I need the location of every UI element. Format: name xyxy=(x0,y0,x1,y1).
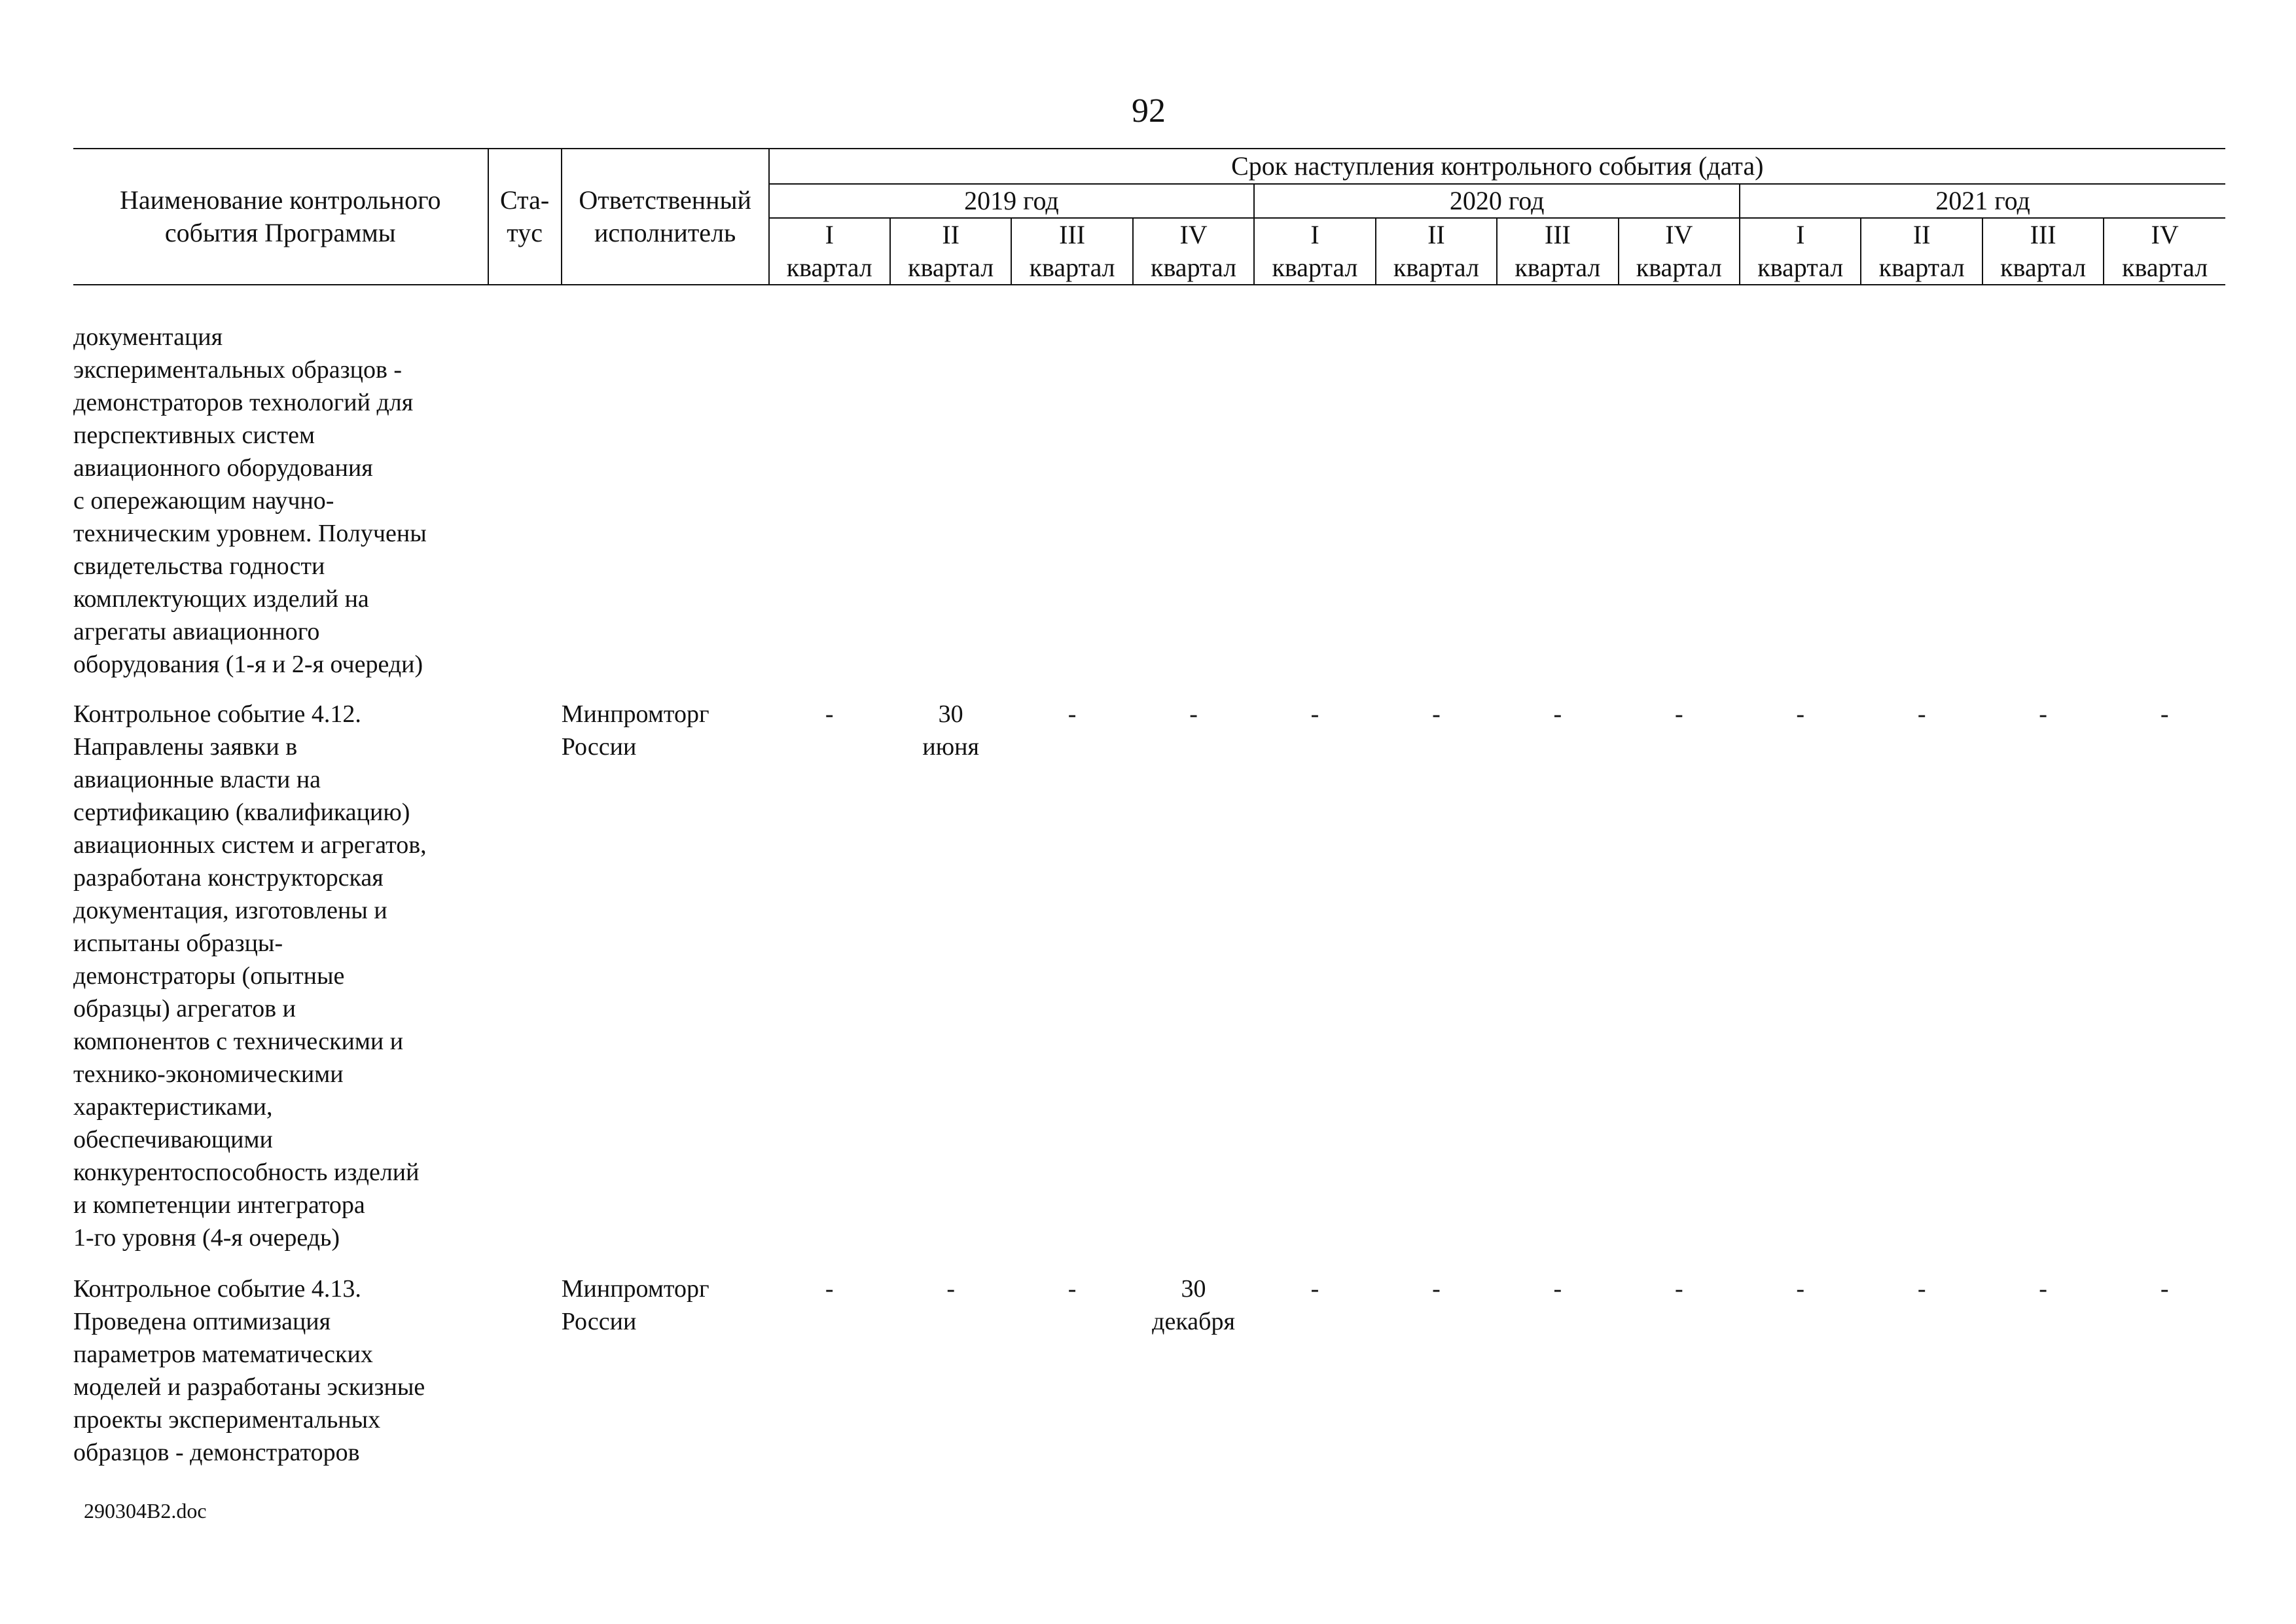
header-quarter-12: IV квартал xyxy=(2104,218,2225,285)
header-quarter-5: I квартал xyxy=(1254,218,1375,285)
quarter-cell-7: - xyxy=(1553,1275,1562,1303)
quarter-cell-11: - xyxy=(2039,1275,2047,1303)
event-executor: Минпромторг России xyxy=(561,700,709,761)
header-quarter-9: I квартал xyxy=(1740,218,1861,285)
header-deadline-title: Срок наступления контрольного события (дата) xyxy=(769,149,2225,184)
quarter-cell-5 xyxy=(1254,321,1375,694)
header-quarter-11: III квартал xyxy=(1982,218,2104,285)
table-row xyxy=(73,321,2225,694)
header-quarter-1: I квартал xyxy=(769,218,890,285)
event-name: Контрольное событие 4.13. Проведена оптимизация параметров математических моделей и разработаны эскизные проекты экспериментальных образцов - демонстраторов xyxy=(73,1275,425,1466)
page-number: 92 xyxy=(1132,92,1166,130)
header-quarter-2: II квартал xyxy=(890,218,1011,285)
quarter-cell-8: - xyxy=(1674,700,1683,728)
header-quarter-7: III квартал xyxy=(1497,218,1618,285)
quarter-cell-6 xyxy=(1376,321,1497,694)
quarter-cell-1: - xyxy=(825,700,834,728)
quarter-cell-11: - xyxy=(2039,700,2047,728)
event-status xyxy=(488,694,562,1269)
quarter-cell-12 xyxy=(2104,321,2225,694)
quarter-cell-12: - xyxy=(2160,700,2169,728)
quarter-cell-6: - xyxy=(1432,700,1441,728)
header-year-2020: 2020 год xyxy=(1254,184,1740,218)
quarter-cell-5: - xyxy=(1310,700,1319,728)
header-quarter-3: III квартал xyxy=(1011,218,1132,285)
quarter-cell-5: - xyxy=(1310,1275,1319,1303)
quarter-cell-12: - xyxy=(2160,1275,2169,1303)
quarter-cell-1: - xyxy=(825,1275,834,1303)
header-status: Ста- тус xyxy=(488,149,562,285)
header-quarter-4: IV квартал xyxy=(1133,218,1254,285)
header-quarter-6: II квартал xyxy=(1376,218,1497,285)
event-executor xyxy=(562,321,769,694)
quarter-cell-10 xyxy=(1861,321,1982,694)
control-events-table xyxy=(73,148,2225,1483)
quarter-cell-7: - xyxy=(1553,700,1562,728)
quarter-cell-2: - xyxy=(946,1275,955,1303)
event-name: документация экспериментальных образцов - демонстраторов технологий для перспективных систем авиационного оборудования с опережающим научно- техническим уровнем. Получены свидетельства годности комплектующих изделий на агрегаты авиационного оборудования (1-я и 2-я очереди) xyxy=(73,323,427,678)
quarter-cell-8 xyxy=(1619,321,1740,694)
quarter-cell-7 xyxy=(1497,321,1618,694)
event-executor: Минпромторг России xyxy=(561,1275,709,1335)
quarter-cell-6: - xyxy=(1432,1275,1441,1303)
event-status xyxy=(488,321,562,694)
quarter-cell-9: - xyxy=(1796,700,1805,728)
quarter-cell-3 xyxy=(1011,321,1132,694)
quarter-cell-11 xyxy=(1982,321,2104,694)
quarter-cell-4: - xyxy=(1189,700,1198,728)
table-row xyxy=(73,694,2225,1269)
footer-file-name: 290304B2.doc xyxy=(84,1499,207,1523)
header-executor: Ответственный исполнитель xyxy=(562,149,769,285)
quarter-cell-9 xyxy=(1740,321,1861,694)
header-quarter-10: II квартал xyxy=(1861,218,1982,285)
quarter-cell-2 xyxy=(890,321,1011,694)
quarter-cell-10: - xyxy=(1917,1275,1926,1303)
header-event-name: Наименование контрольного события Программы xyxy=(73,149,488,285)
quarter-cell-3: - xyxy=(1067,1275,1077,1303)
event-status xyxy=(488,1269,562,1483)
quarter-cell-1 xyxy=(769,321,890,694)
quarter-cell-3: - xyxy=(1067,700,1077,728)
quarter-cell-10: - xyxy=(1917,700,1926,728)
header-year-2019: 2019 год xyxy=(769,184,1255,218)
header-quarter-8: IV квартал xyxy=(1619,218,1740,285)
quarter-cell-8: - xyxy=(1674,1275,1683,1303)
header-year-2021: 2021 год xyxy=(1740,184,2225,218)
event-name: Контрольное событие 4.12. Направлены заявки в авиационные власти на сертификацию (квалификацию) авиационных систем и агрегатов, разработана конструкторская документация, изготовлены и испытаны образцы- демонстраторы (опытные образцы) агрегатов и компонентов с техническими и технико-экономическими характеристиками, обеспечивающими конкурентоспособность изделий и компетенции интегратора 1-го уровня (4-я очередь) xyxy=(73,700,427,1252)
quarter-cell-4 xyxy=(1133,321,1254,694)
quarter-cell-2: 30 июня xyxy=(922,700,979,761)
quarter-cell-9: - xyxy=(1796,1275,1805,1303)
table-row xyxy=(73,1269,2225,1483)
quarter-cell-4: 30 декабря xyxy=(1152,1275,1235,1335)
